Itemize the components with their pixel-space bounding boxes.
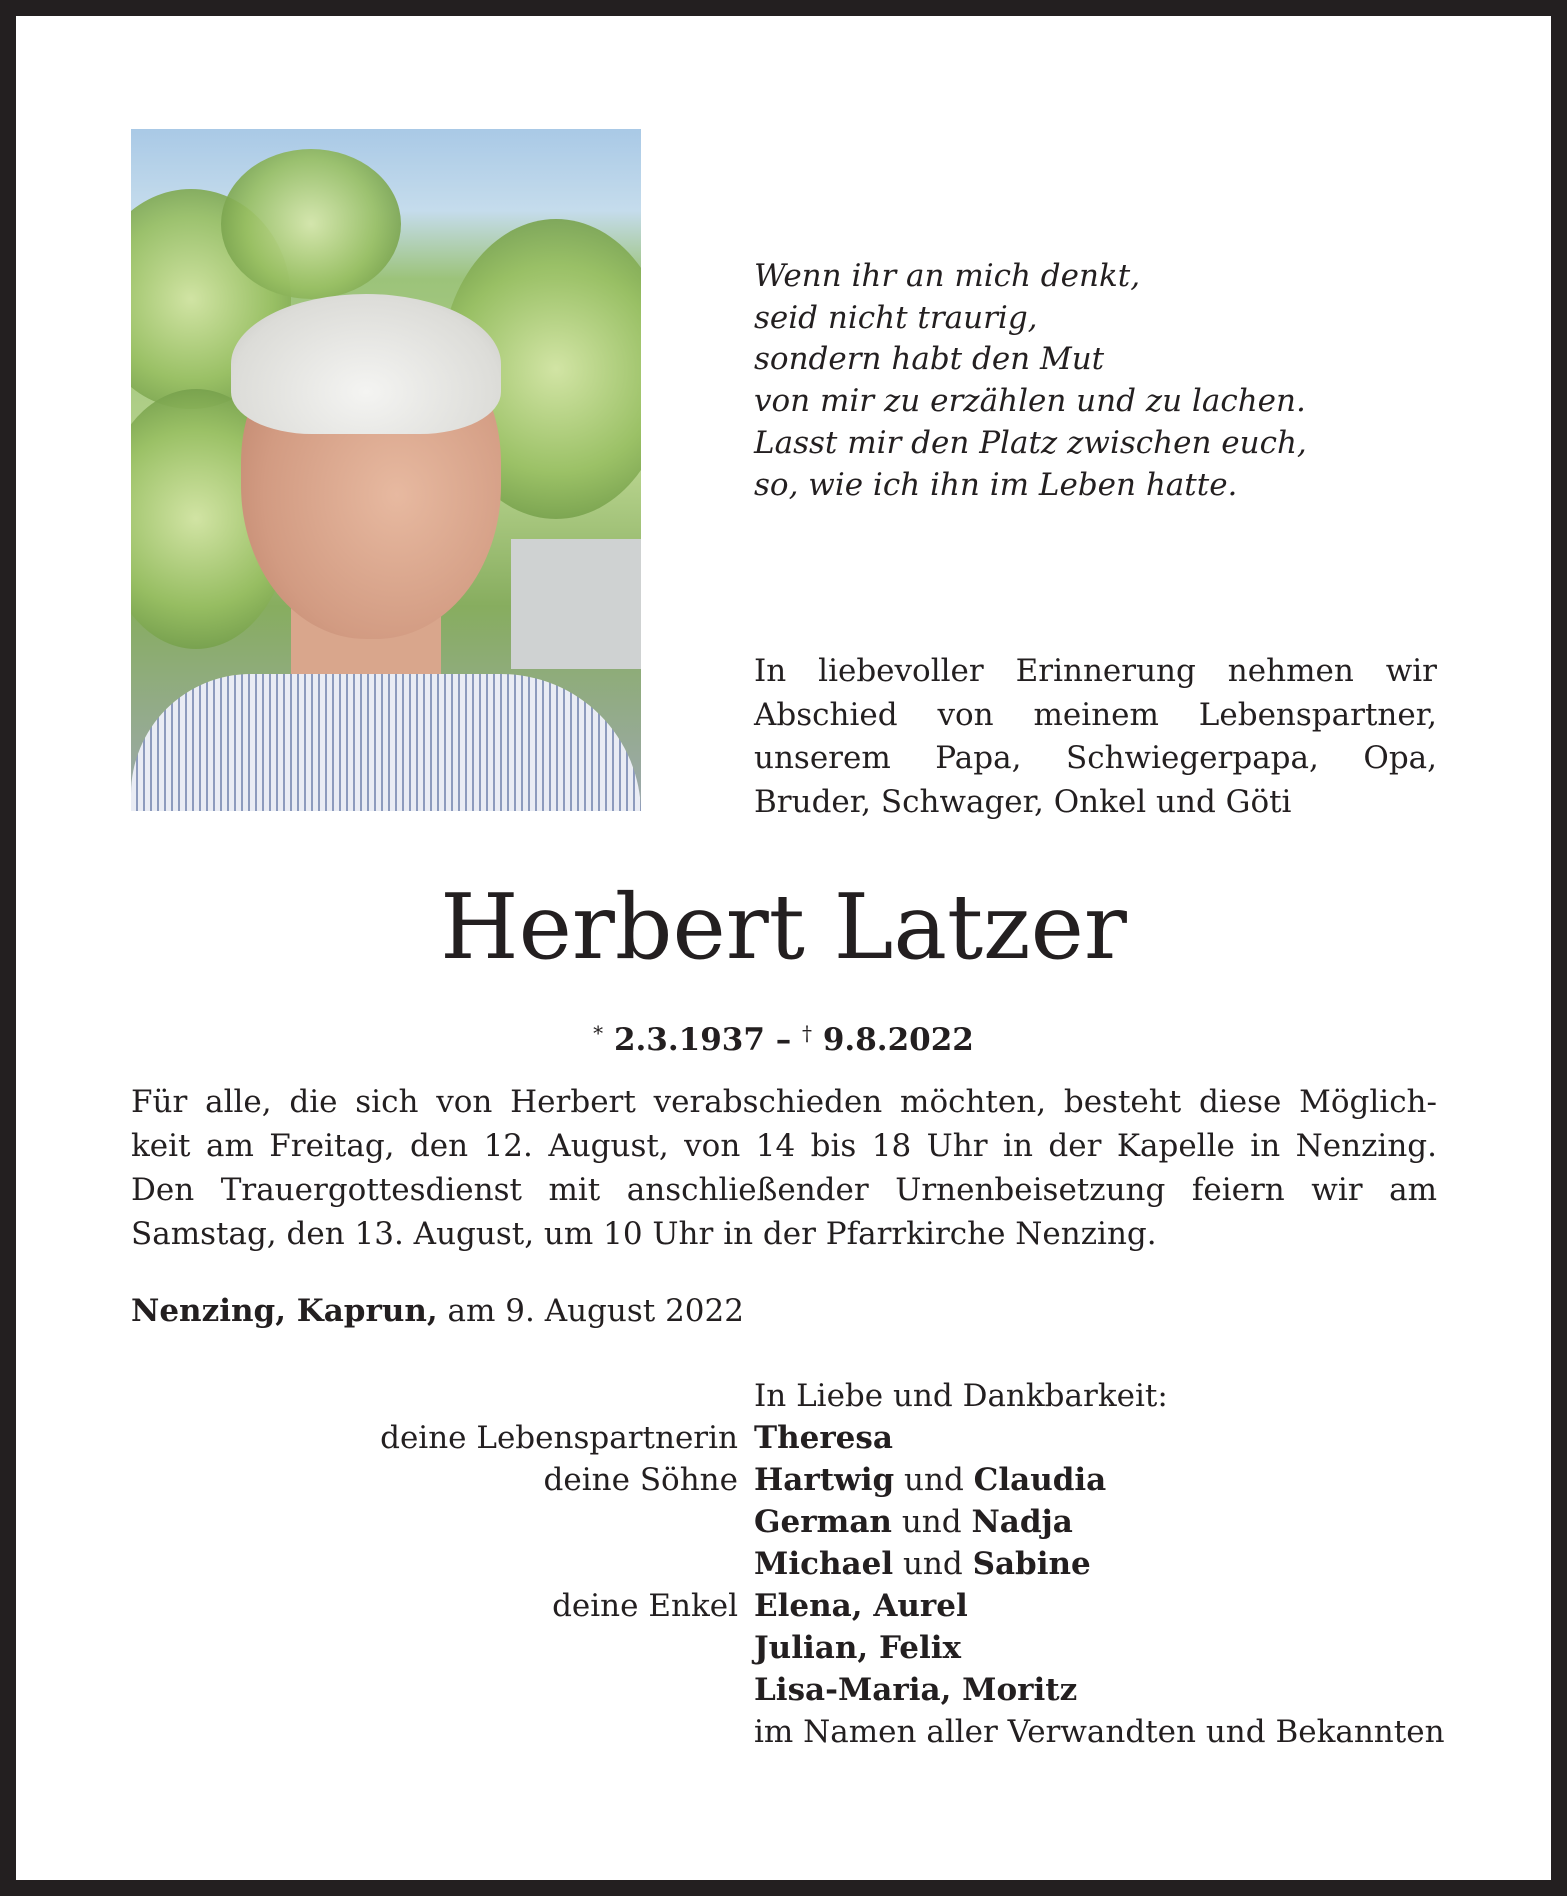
intro-line: Abschied von meinem Lebenspartner, (754, 696, 1437, 733)
obituary-notice (16, 16, 1551, 1880)
partner-name: Claudia (973, 1462, 1107, 1498)
body-line: Für alle, die sich von Herbert verabschieden möchten, besteht diese Möglich- (131, 1084, 1437, 1120)
poem-line: von mir zu erzählen und zu lachen. (754, 383, 1306, 420)
and-text: und (891, 1504, 972, 1540)
grandchildren-names: Julian, Felix (754, 1630, 962, 1666)
label-partner: deine Lebenspartnerin (380, 1420, 738, 1456)
body-line: keit am Freitag, den 12. August, von 14 bis 18 Uhr in der Kapelle in Nenzing. (131, 1128, 1437, 1164)
body-line: Den Trauergottesdienst mit anschließender Urnenbeisetzung feiern wir am (131, 1172, 1437, 1208)
partner-name: Theresa (754, 1420, 893, 1456)
footer-line: im Namen aller Verwandten und Bekannten (754, 1714, 1445, 1750)
label-sons: deine Söhne (543, 1462, 738, 1498)
places: Nenzing, Kaprun, (131, 1293, 438, 1329)
intro-line: Bruder, Schwager, Onkel und Göti (754, 783, 1292, 820)
poem-line: Wenn ihr an mich denkt, (754, 258, 1141, 294)
place-date (131, 1289, 744, 1333)
grandchildren-names: Lisa-Maria, Moritz (754, 1672, 1078, 1708)
poem-line: so, wie ich ihn im Leben hatte. (754, 466, 1238, 503)
closing-line: In Liebe und Dankbarkeit: (754, 1378, 1168, 1414)
birth-date: 2.3.1937 (613, 1022, 765, 1058)
son-name: Michael (754, 1546, 894, 1582)
intro-line: unserem Papa, Schwiegerpapa, Opa, (754, 740, 1437, 776)
partner-name: Nadja (971, 1504, 1073, 1540)
partner-name: Sabine (972, 1546, 1091, 1582)
life-dates (16, 1013, 1551, 1060)
death-date: 9.8.2022 (822, 1022, 974, 1058)
deceased-name: Herbert Latzer (440, 875, 1127, 980)
intro-text (754, 650, 1437, 824)
service-info (131, 1080, 1437, 1256)
and-text: und (893, 1546, 973, 1582)
poem-line: sondern habt den Mut (754, 341, 1105, 378)
poem (754, 256, 1307, 506)
son-name: Hartwig (754, 1462, 895, 1498)
son-couple (754, 1501, 1073, 1543)
body-line: Samstag, den 13. August, um 10 Uhr in der Pfarrkirche Nenzing. (131, 1216, 1157, 1252)
date-text: am 9. August 2022 (437, 1293, 744, 1329)
poem-line: seid nicht traurig, (754, 299, 1038, 336)
portrait-photo (131, 129, 641, 811)
label-grandchildren: deine Enkel (552, 1588, 738, 1624)
intro-line: In liebevoller Erinnerung nehmen wir (754, 653, 1437, 689)
son-couple (754, 1543, 1091, 1585)
poem-line: Lasst mir den Platz zwischen euch, (754, 424, 1307, 461)
son-name: German (754, 1504, 892, 1540)
death-symbol: † (802, 1021, 813, 1045)
birth-symbol: * (593, 1021, 604, 1045)
and-text: und (894, 1462, 974, 1498)
grandchildren-names: Elena, Aurel (754, 1588, 968, 1624)
son-couple (754, 1459, 1106, 1501)
date-separator: – (764, 1022, 803, 1058)
